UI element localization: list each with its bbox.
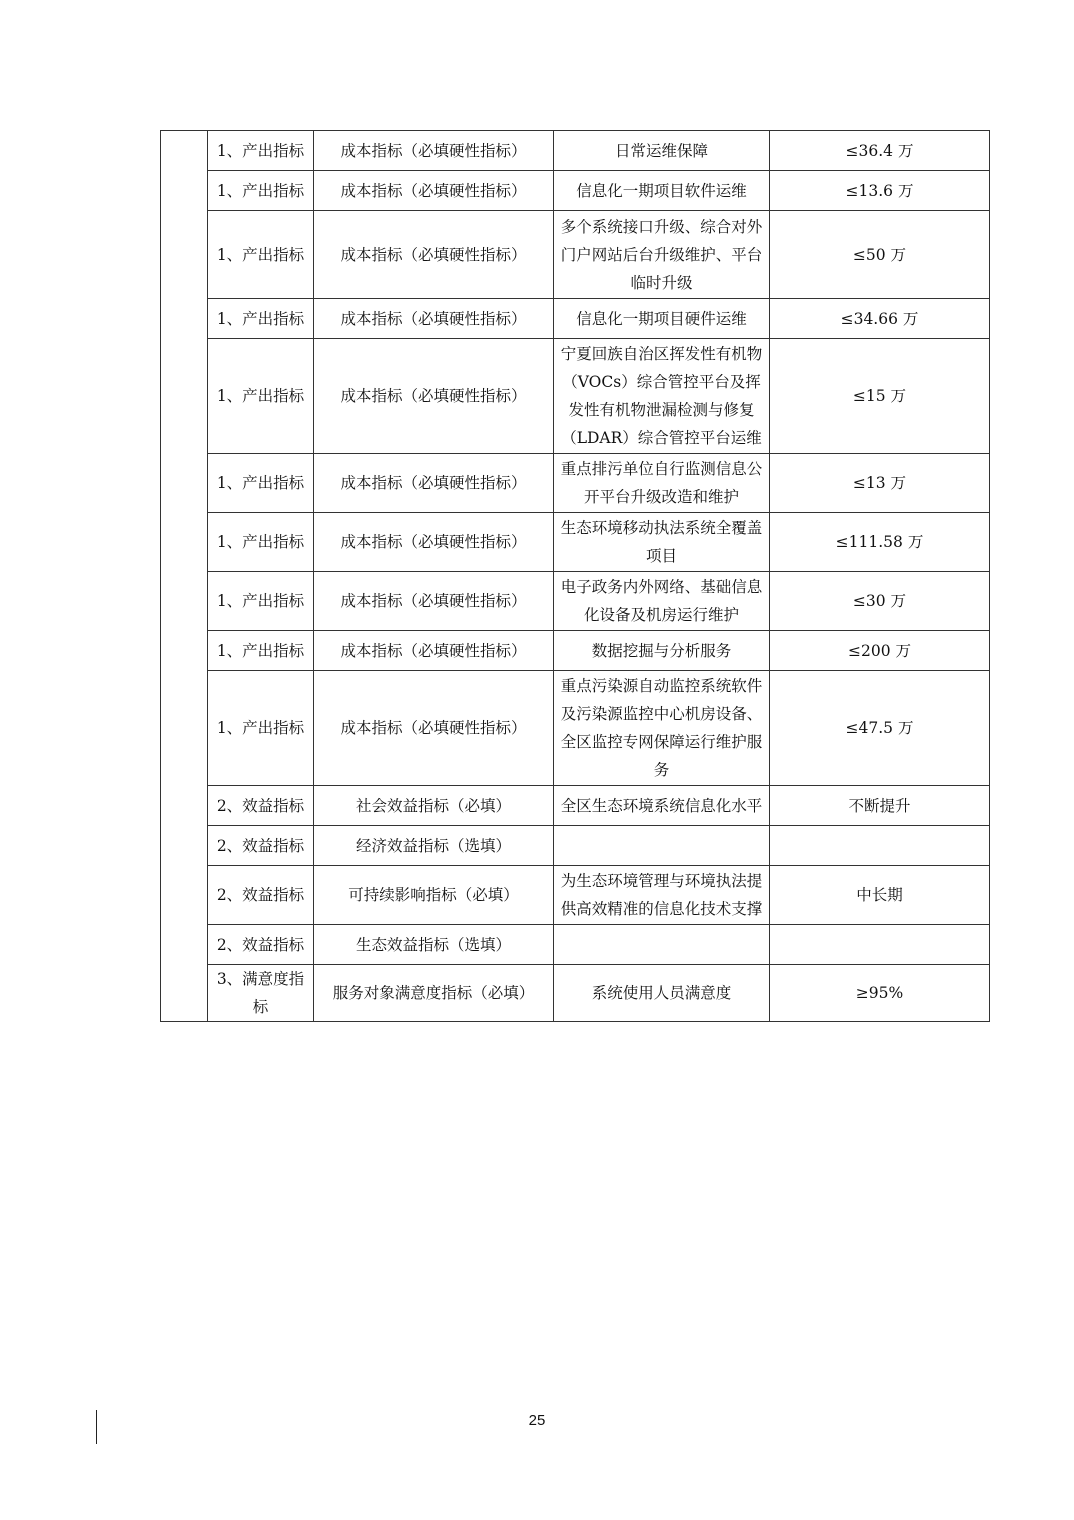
level1-indicator-cell: 1、产出指标: [208, 171, 314, 211]
indicator-value-cell: ≥95%: [770, 965, 990, 1022]
level2-indicator-cell: 成本指标（必填硬性指标）: [314, 131, 554, 171]
level1-indicator-cell: 1、产出指标: [208, 513, 314, 572]
level2-indicator-cell: 成本指标（必填硬性指标）: [314, 513, 554, 572]
indicator-value-cell: ≤13.6 万: [770, 171, 990, 211]
indicator-value-cell: ≤30 万: [770, 572, 990, 631]
table-row: [161, 171, 990, 211]
indicator-value-cell: ≤34.66 万: [770, 299, 990, 339]
table-row: [161, 572, 990, 631]
level3-indicator-cell: [554, 826, 770, 866]
level2-indicator-cell: 经济效益指标（选填）: [314, 826, 554, 866]
level2-indicator-cell: 可持续影响指标（必填）: [314, 866, 554, 925]
level2-indicator-cell: 成本指标（必填硬性指标）: [314, 671, 554, 786]
level2-indicator-cell: 成本指标（必填硬性指标）: [314, 339, 554, 454]
indicator-value-cell: 不断提升: [770, 786, 990, 826]
indicator-value-cell: ≤13 万: [770, 454, 990, 513]
level3-indicator-cell: 电子政务内外网络、基础信息化设备及机房运行维护: [554, 572, 770, 631]
level3-indicator-cell: 生态环境移动执法系统全覆盖项目: [554, 513, 770, 572]
level1-indicator-cell: 1、产出指标: [208, 572, 314, 631]
level3-indicator-cell: 数据挖掘与分析服务: [554, 631, 770, 671]
table-row: [161, 339, 990, 454]
indicator-value-cell: ≤36.4 万: [770, 131, 990, 171]
indicator-value-cell: ≤200 万: [770, 631, 990, 671]
indicator-value-cell: 中长期: [770, 866, 990, 925]
level3-indicator-cell: 系统使用人员满意度: [554, 965, 770, 1022]
level3-indicator-cell: 重点排污单位自行监测信息公开平台升级改造和维护: [554, 454, 770, 513]
table-row: [161, 965, 990, 1022]
table-row: [161, 211, 990, 299]
table-row: [161, 786, 990, 826]
page-number: 25: [528, 1412, 546, 1429]
level2-indicator-cell: 成本指标（必填硬性指标）: [314, 299, 554, 339]
level2-indicator-cell: 社会效益指标（必填）: [314, 786, 554, 826]
table-row: [161, 454, 990, 513]
table-row: [161, 131, 990, 171]
indicator-value-cell: ≤111.58 万: [770, 513, 990, 572]
level2-indicator-cell: 成本指标（必填硬性指标）: [314, 631, 554, 671]
level1-indicator-cell: 1、产出指标: [208, 671, 314, 786]
level1-indicator-cell: 1、产出指标: [208, 631, 314, 671]
level3-indicator-cell: 全区生态环境系统信息化水平: [554, 786, 770, 826]
level3-indicator-cell: 为生态环境管理与环境执法提供高效精准的信息化技术支撑: [554, 866, 770, 925]
table-row: [161, 671, 990, 786]
level3-indicator-cell: 信息化一期项目软件运维: [554, 171, 770, 211]
table-row: [161, 826, 990, 866]
level3-indicator-cell: [554, 925, 770, 965]
level1-indicator-cell: 2、效益指标: [208, 826, 314, 866]
merged-category-cell: [161, 131, 208, 1022]
level2-indicator-cell: 生态效益指标（选填）: [314, 925, 554, 965]
table-row: [161, 866, 990, 925]
performance-indicator-table: [160, 130, 990, 1022]
level2-indicator-cell: 服务对象满意度指标（必填）: [314, 965, 554, 1022]
table-row: [161, 925, 990, 965]
table-row: [161, 299, 990, 339]
indicator-value-cell: ≤47.5 万: [770, 671, 990, 786]
level2-indicator-cell: 成本指标（必填硬性指标）: [314, 454, 554, 513]
indicator-value-cell: ≤50 万: [770, 211, 990, 299]
level1-indicator-cell: 1、产出指标: [208, 454, 314, 513]
level1-indicator-cell: 1、产出指标: [208, 211, 314, 299]
level1-indicator-cell: 2、效益指标: [208, 786, 314, 826]
level1-indicator-cell: 3、满意度指标: [208, 965, 314, 1022]
level3-indicator-cell: 信息化一期项目硬件运维: [554, 299, 770, 339]
level3-indicator-cell: 多个系统接口升级、综合对外门户网站后台升级维护、平台临时升级: [554, 211, 770, 299]
level1-indicator-cell: 2、效益指标: [208, 866, 314, 925]
level2-indicator-cell: 成本指标（必填硬性指标）: [314, 211, 554, 299]
level3-indicator-cell: 日常运维保障: [554, 131, 770, 171]
level2-indicator-cell: 成本指标（必填硬性指标）: [314, 572, 554, 631]
indicator-value-cell: [770, 826, 990, 866]
level3-indicator-cell: 重点污染源自动监控系统软件及污染源监控中心机房设备、全区监控专网保障运行维护服务: [554, 671, 770, 786]
indicator-value-cell: [770, 925, 990, 965]
level1-indicator-cell: 2、效益指标: [208, 925, 314, 965]
level1-indicator-cell: 1、产出指标: [208, 299, 314, 339]
level1-indicator-cell: 1、产出指标: [208, 339, 314, 454]
table-row: [161, 631, 990, 671]
level3-indicator-cell: 宁夏回族自治区挥发性有机物（VOCs）综合管控平台及挥发性有机物泄漏检测与修复（LDAR）综合管控平台运维: [554, 339, 770, 454]
level1-indicator-cell: 1、产出指标: [208, 131, 314, 171]
level2-indicator-cell: 成本指标（必填硬性指标）: [314, 171, 554, 211]
table-row: [161, 513, 990, 572]
indicator-value-cell: ≤15 万: [770, 339, 990, 454]
